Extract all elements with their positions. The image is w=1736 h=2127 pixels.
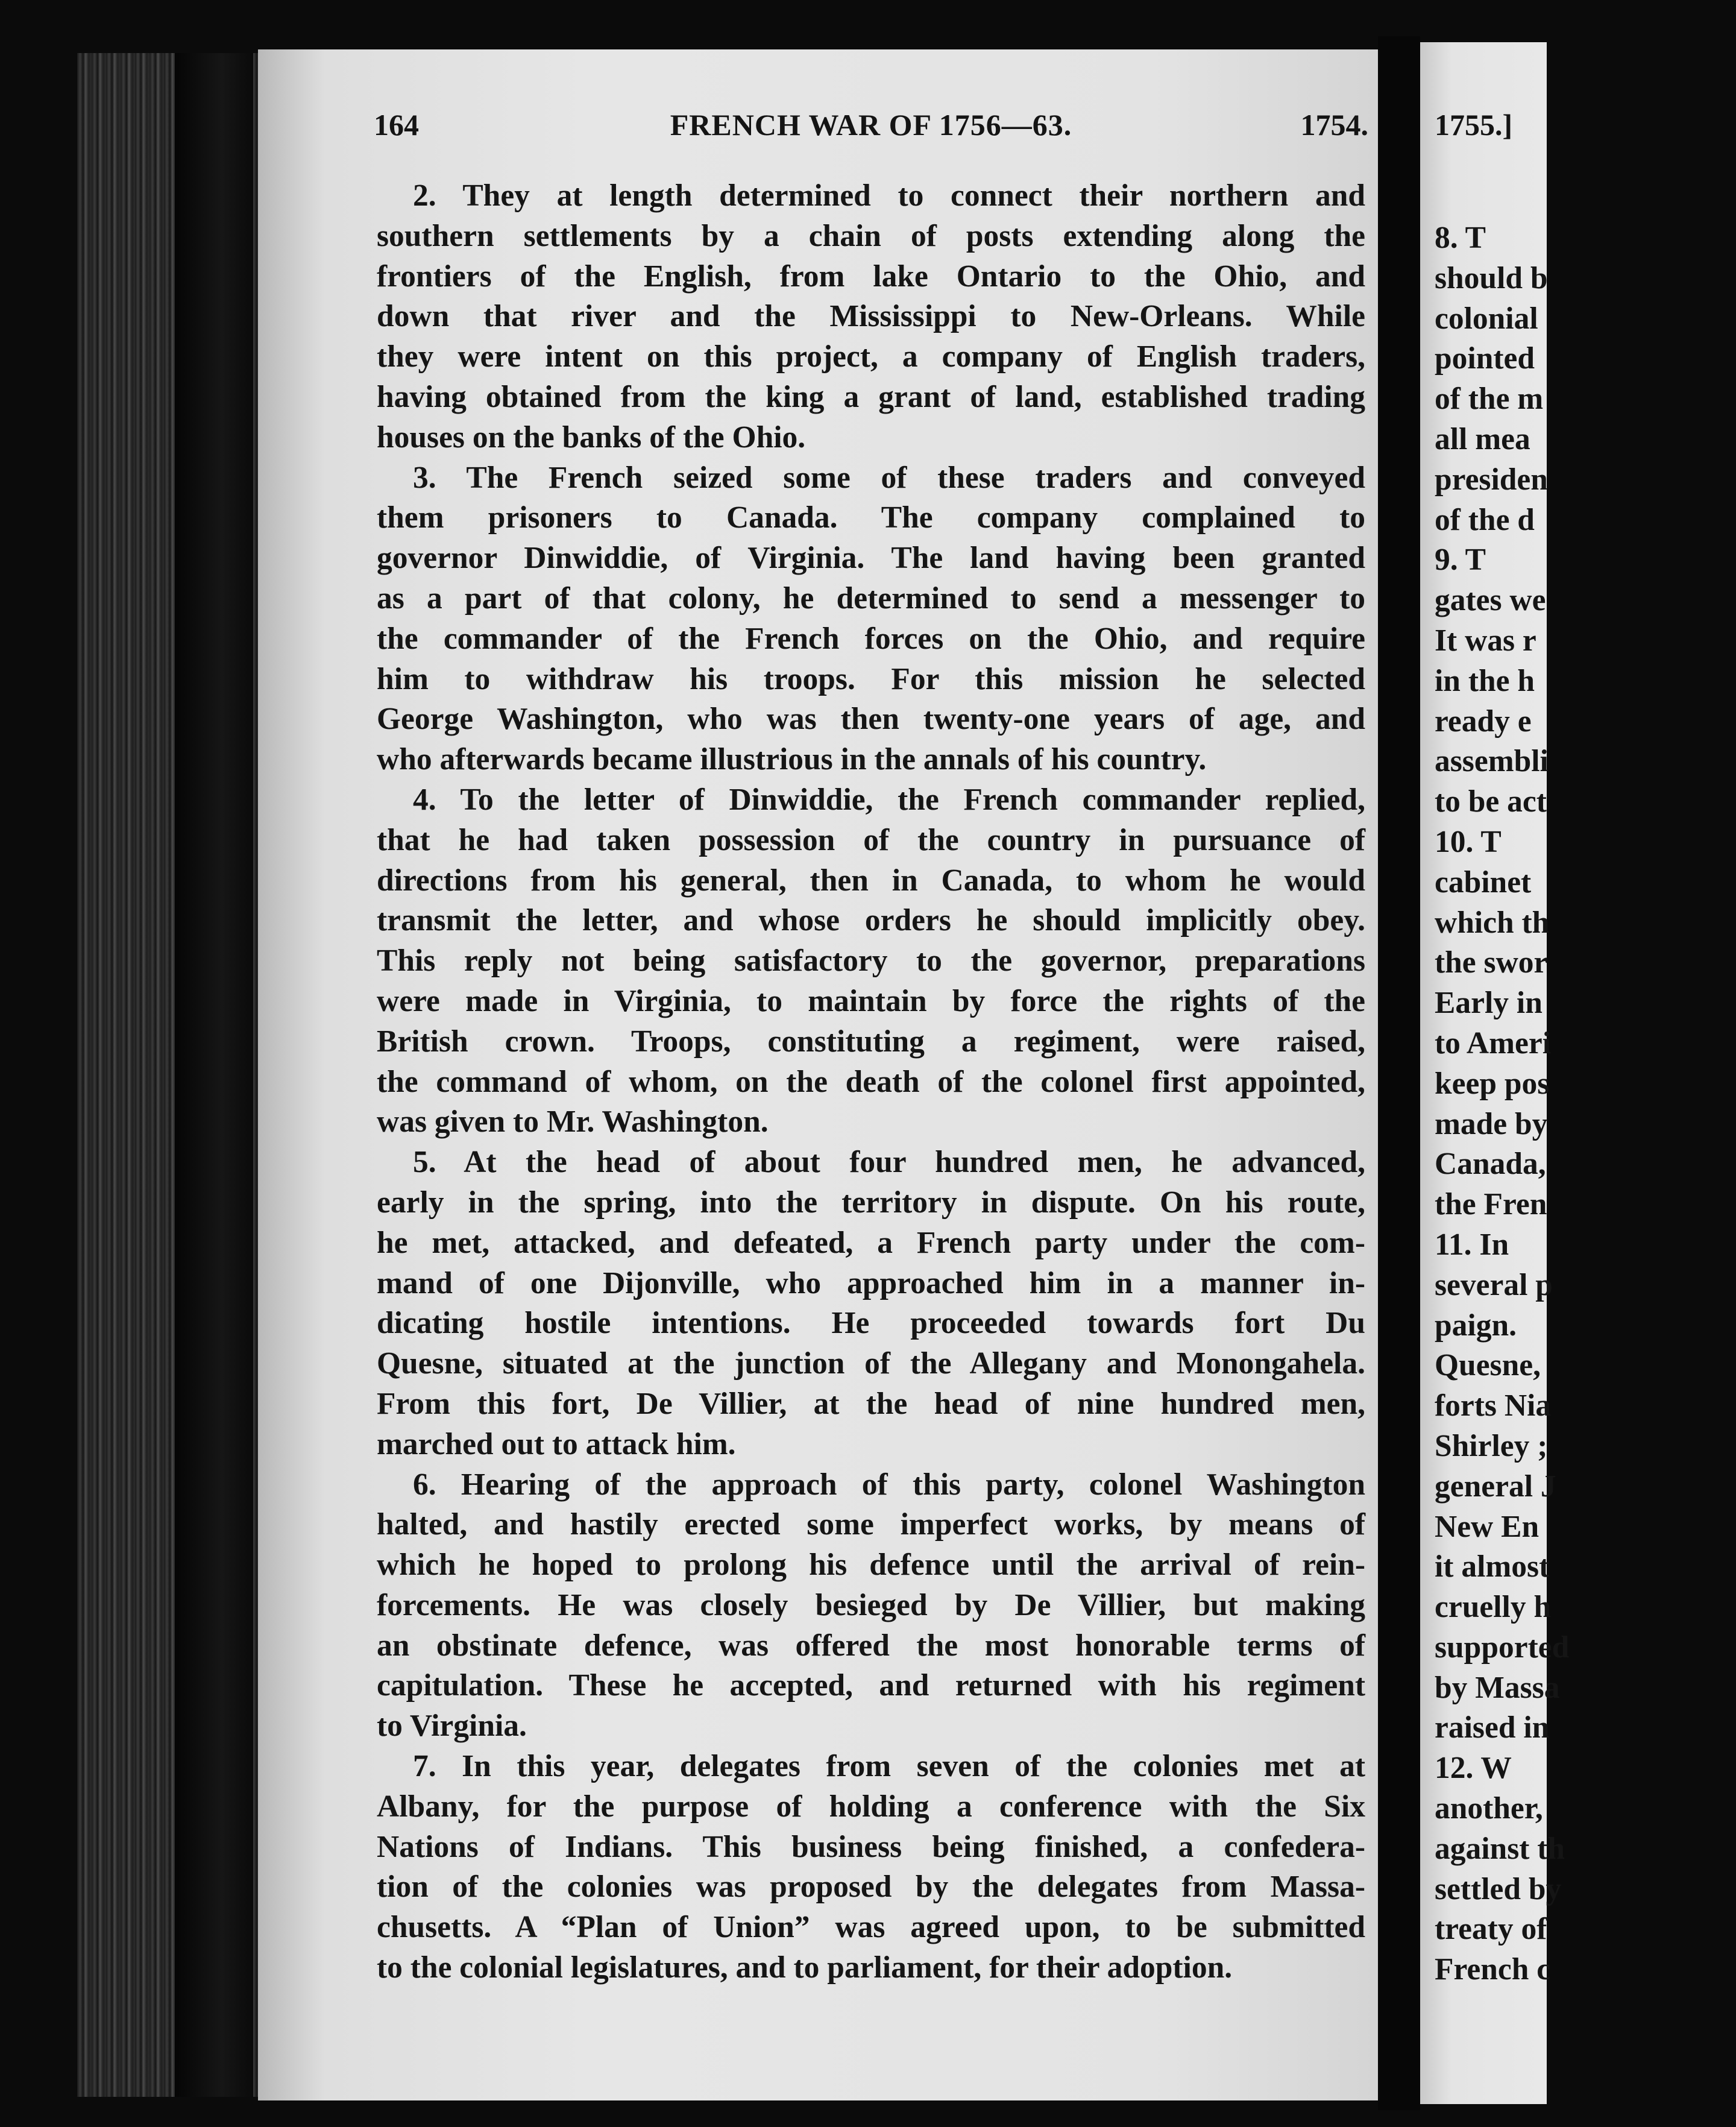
book-spine-shadow — [175, 53, 253, 2097]
text-line: frontiers of the English, from lake Ontario to the Ohio, and — [377, 259, 1365, 294]
next-page-line: assembli — [1435, 744, 1549, 779]
page-number: 164 — [374, 108, 419, 142]
next-page-line: 10. T — [1435, 824, 1502, 859]
text-line: he met, attacked, and defeated, a French party under the com- — [377, 1225, 1365, 1260]
next-page-line: gates we — [1435, 583, 1546, 618]
text-line: were made in Virginia, to maintain by force the rights of the — [377, 983, 1365, 1018]
next-page-line: supported — [1435, 1630, 1570, 1665]
text-line: which he hoped to prolong his defence until the arrival of rein- — [377, 1548, 1365, 1583]
text-line: mand of one Dijonville, who approached him in a manner in- — [377, 1265, 1365, 1300]
text-line: Albany, for the purpose of holding a conference with the Six — [377, 1789, 1365, 1824]
next-page-line: the Fren — [1435, 1187, 1547, 1222]
next-page-line: cruelly h — [1435, 1590, 1552, 1625]
next-page-line: made by — [1435, 1106, 1548, 1141]
paragraph — [377, 1142, 1365, 1464]
text-line: early in the spring, into the territory in dispute. On his route, — [377, 1185, 1365, 1220]
text-line: 3. The French seized some of these traders and conveyed — [413, 460, 1365, 495]
next-page-line: to be act — [1435, 784, 1547, 819]
text-line: capitulation. These he accepted, and returned with his regiment — [377, 1668, 1365, 1703]
paragraph — [377, 458, 1365, 780]
text-line: 5. At the head of about four hundred men, he advanced, — [413, 1145, 1365, 1180]
page-body-text — [377, 176, 1365, 1988]
text-line: dicating hostile intentions. He proceeded towards fort Du — [377, 1306, 1365, 1341]
text-line: marched out to attack him. — [377, 1426, 736, 1461]
next-page-line: French c — [1435, 1952, 1551, 1987]
text-line: was given to Mr. Washington. — [377, 1104, 769, 1139]
next-page-line: 11. In — [1435, 1227, 1509, 1262]
next-page-line: it almost — [1435, 1549, 1550, 1584]
next-page-line: against th — [1435, 1831, 1565, 1866]
next-page-line: forts Nia — [1435, 1388, 1552, 1423]
next-page-line: settled by — [1435, 1871, 1562, 1906]
next-page-line: Quesne, — [1435, 1348, 1541, 1383]
book-gutter — [1378, 36, 1420, 2110]
next-page-line: of the d — [1435, 502, 1535, 537]
text-line: chusetts. A “Plan of Union” was agreed upon, to be submitted — [377, 1910, 1365, 1945]
next-page-line: 12. W — [1435, 1751, 1512, 1786]
text-line: who afterwards became illustrious in the annals of his country. — [377, 742, 1207, 777]
next-page-line: should b — [1435, 260, 1548, 295]
next-page-line: to Ameri — [1435, 1026, 1552, 1060]
text-line: to Virginia. — [377, 1709, 527, 1744]
text-line: to the colonial legislatures, and to parliament, for their adoption. — [377, 1950, 1233, 1985]
next-page-line: Shirley ; — [1435, 1428, 1548, 1463]
next-page-line: presiden — [1435, 462, 1548, 497]
next-page-line: of the m — [1435, 382, 1544, 417]
text-line: This reply not being satisfactory to the governor, preparations — [377, 944, 1365, 978]
next-page-line: 8. T — [1435, 221, 1486, 255]
text-line: as a part of that colony, he determined to send a messenger to — [377, 581, 1365, 616]
page-year: 1754. — [1300, 108, 1368, 142]
text-line: 4. To the letter of Dinwiddie, the French commander replied, — [413, 782, 1365, 817]
next-page-line: Early in — [1435, 986, 1543, 1021]
text-line: they were intent on this project, a company of English traders, — [377, 339, 1365, 374]
text-line: that he had taken possession of the country in pursuance of — [377, 822, 1365, 857]
next-page-line: Canada, — [1435, 1147, 1546, 1182]
next-page-head: 1755.] — [1435, 108, 1513, 142]
text-line: governor Dinwiddie, of Virginia. The land having been granted — [377, 541, 1365, 576]
paragraph — [377, 176, 1365, 458]
text-line: southern settlements by a chain of posts extending along the — [377, 218, 1365, 253]
next-page-line: ready e — [1435, 704, 1532, 739]
paragraph — [377, 1465, 1365, 1747]
next-page-line: It was r — [1435, 623, 1536, 658]
next-page-line: cabinet — [1435, 865, 1532, 900]
text-line: British crown. Troops, constituting a regiment, were raised, — [377, 1024, 1365, 1059]
next-page-line: in the h — [1435, 663, 1535, 698]
text-line: houses on the banks of the Ohio. — [377, 420, 806, 455]
text-line: having obtained from the king a grant of land, established trading — [377, 379, 1365, 414]
text-line: 6. Hearing of the approach of this party, colonel Washington — [413, 1467, 1365, 1502]
next-page-line: pointed — [1435, 341, 1535, 376]
next-page-line: the swor — [1435, 945, 1548, 980]
next-page-line: raised in — [1435, 1710, 1550, 1745]
text-line: 2. They at length determined to connect their northern and — [413, 178, 1365, 213]
next-page-line: treaty of — [1435, 1912, 1547, 1947]
text-line: Nations of Indians. This business being finished, a confedera- — [377, 1829, 1365, 1864]
next-page-text — [1435, 218, 1736, 1990]
text-line: Quesne, situated at the junction of the Allegany and Monongahela. — [377, 1346, 1365, 1381]
book-page-right — [1420, 42, 1570, 2104]
text-line: the commander of the French forces on the Ohio, and require — [377, 621, 1365, 656]
text-line: down that river and the Mississippi to New-Orleans. While — [377, 299, 1365, 334]
next-page-line: several p — [1435, 1267, 1553, 1302]
text-line: an obstinate defence, was offered the most honorable terms of — [377, 1628, 1365, 1663]
text-line: forcements. He was closely besieged by De Villier, but making — [377, 1587, 1365, 1622]
text-line: them prisoners to Canada. The company complained to — [377, 500, 1365, 535]
next-page-line: paign. — [1435, 1308, 1517, 1343]
next-page-line: general J — [1435, 1469, 1556, 1504]
text-line: transmit the letter, and whose orders he should implicitly obey. — [377, 903, 1365, 938]
paragraph — [377, 1747, 1365, 1988]
next-page-line: another, — [1435, 1791, 1543, 1826]
text-line: directions from his general, then in Canada, to whom he would — [377, 863, 1365, 898]
text-line: the command of whom, on the death of the colonel first appointed, — [377, 1064, 1365, 1099]
text-line: George Washington, who was then twenty-one years of age, and — [377, 702, 1365, 737]
text-line: 7. In this year, delegates from seven of the colonies met at — [413, 1749, 1365, 1784]
paragraph — [377, 780, 1365, 1142]
text-line: From this fort, De Villier, at the head of nine hundred men, — [377, 1386, 1365, 1421]
next-page-line: keep pos — [1435, 1066, 1550, 1101]
next-page-line: all mea — [1435, 421, 1530, 456]
text-line: tion of the colonies was proposed by the delegates from Massa- — [377, 1870, 1365, 1905]
text-line: him to withdraw his troops. For this mission he selected — [377, 661, 1365, 696]
next-page-line: colonial — [1435, 301, 1538, 336]
next-page-line: New En — [1435, 1509, 1539, 1544]
next-page-line: 9. T — [1435, 543, 1486, 578]
next-page-line: which th — [1435, 905, 1550, 940]
running-head — [374, 98, 1368, 152]
next-page-line: by Massa — [1435, 1670, 1560, 1705]
text-line: halted, and hastily erected some imperfect works, by means of — [377, 1507, 1365, 1542]
page-title: FRENCH WAR OF 1756—63. — [670, 108, 1072, 142]
